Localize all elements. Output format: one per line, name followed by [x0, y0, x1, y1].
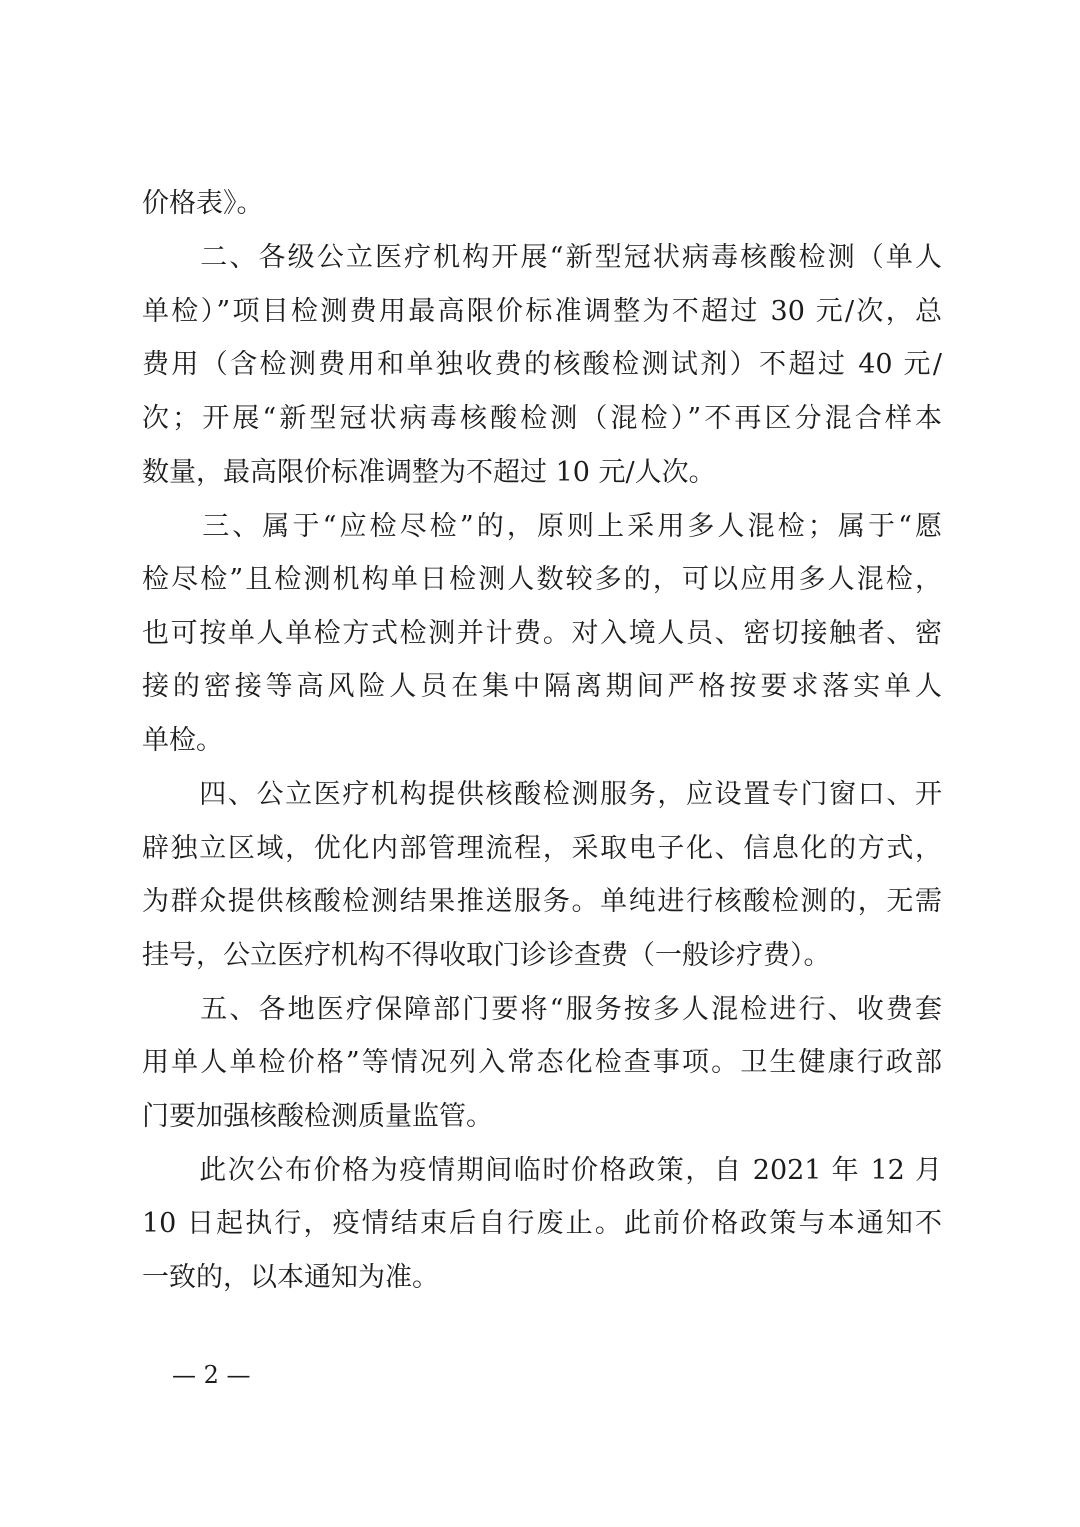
text-line-12: 四、公立医疗机构提供核酸检测服务，应设置专门窗口、开 — [142, 779, 942, 810]
text-line-1: 价格表》。 — [142, 188, 264, 219]
text-line-7: 三、属于“应检尽检”的，原则上采用多人混检；属于“愿 — [142, 511, 942, 542]
text-line-11: 单检。 — [142, 725, 223, 756]
text-line-6: 数量，最高限价标准调整为不超过 10 元/人次。 — [142, 457, 716, 488]
text-line-17: 用单人单检价格”等情况列入常态化检查事项。卫生健康行政部 — [142, 1047, 942, 1078]
text-line-21: 一致的，以本通知为准。 — [142, 1262, 439, 1293]
text-line-4: 费用（含检测费用和单独收费的核酸检测试剂）不超过 40 元/ — [142, 349, 942, 380]
page-number: — 2 — — [172, 1361, 251, 1389]
text-line-16: 五、各地医疗保障部门要将“服务按多人混检进行、收费套 — [142, 994, 942, 1025]
text-line-9: 也可按单人单检方式检测并计费。对入境人员、密切接触者、密 — [142, 618, 942, 649]
text-line-20: 10 日起执行，疫情结束后自行废止。此前价格政策与本通知不 — [142, 1208, 942, 1239]
text-line-8: 检尽检”且检测机构单日检测人数较多的，可以应用多人混检， — [142, 564, 942, 595]
text-line-2: 二、各级公立医疗机构开展“新型冠状病毒核酸检测（单人 — [142, 242, 942, 273]
text-line-5: 次；开展“新型冠状病毒核酸检测（混检）”不再区分混合样本 — [142, 403, 942, 434]
text-line-10: 接的密接等高风险人员在集中隔离期间严格按要求落实单人 — [142, 671, 942, 702]
text-line-3: 单检）”项目检测费用最高限价标准调整为不超过 30 元/次，总 — [142, 296, 942, 327]
text-line-18: 门要加强核酸检测质量监管。 — [142, 1101, 493, 1132]
text-line-15: 挂号，公立医疗机构不得收取门诊诊查费（一般诊疗费）。 — [142, 940, 831, 971]
text-line-19: 此次公布价格为疫情期间临时价格政策，自 2021 年 12 月 — [142, 1155, 942, 1186]
text-line-13: 辟独立区域，优化内部管理流程，采取电子化、信息化的方式， — [142, 833, 942, 864]
text-line-14: 为群众提供核酸检测结果推送服务。单纯进行核酸检测的，无需 — [142, 886, 942, 917]
